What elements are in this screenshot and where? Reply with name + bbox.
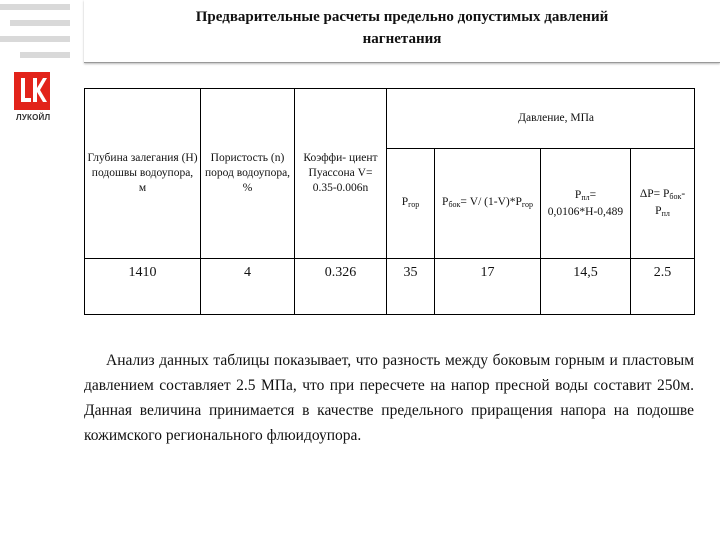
analysis-paragraph: Анализ данных таблицы показывает, что разность между боковым горным и пластовым давлением составляет 2.5 МПа, что при пересчете на напор пресной воды составит 250м. Данная величина принимается в качестве предельного приращения напора на подошве кожимского регионального флюидоупора.	[84, 352, 694, 444]
header-p-bok	[435, 149, 541, 259]
header-delta-p	[631, 149, 695, 259]
cell-p-pl: 14,5	[541, 259, 631, 315]
header-depth: Глубина залегания (Н) подошвы водоупора, м	[85, 89, 201, 259]
deco-bar	[0, 36, 70, 42]
cell-porosity: 4	[201, 259, 295, 315]
cell-delta-p: 2.5	[631, 259, 695, 315]
header-subscript: пл	[661, 208, 670, 218]
header-text: = V/ (1-V)*P	[460, 196, 522, 208]
cell-depth: 1410	[85, 259, 201, 315]
header-text: Р	[442, 196, 449, 208]
logo-wordmark: ЛУКОЙЛ	[16, 113, 51, 122]
deco-bar	[10, 20, 70, 26]
pressure-table	[84, 88, 695, 315]
cell-poisson: 0.326	[295, 259, 387, 315]
header-pressure-group: Давление, МПа	[387, 89, 695, 149]
title-line: Предварительные расчеты предельно допустимых давлений	[195, 9, 609, 25]
table-row	[85, 259, 695, 315]
header-text: = 0,0106*Н-0,489	[547, 188, 624, 218]
table-header-row	[85, 89, 695, 149]
header-p-gor	[387, 149, 435, 259]
header-p-pl	[541, 149, 631, 259]
header-text: - Р	[655, 187, 686, 217]
header-porosity: Пористость (n) пород водоупора, %	[201, 89, 295, 259]
cell-p-bok: 17	[435, 259, 541, 315]
header-subscript: гор	[408, 200, 420, 209]
deco-bar	[0, 4, 70, 10]
header-subscript: пл	[581, 192, 590, 202]
header-subscript: гор	[521, 200, 533, 209]
header-subscript: бок	[669, 191, 682, 201]
header-poisson: Коэффи- циент Пуассона V= 0.35-0.006n	[295, 89, 387, 259]
deco-bar	[20, 52, 70, 58]
title-line: нагнетания	[362, 31, 442, 47]
header-text: Р	[574, 188, 582, 201]
header-text: Р	[401, 196, 409, 208]
lukoil-logo-icon	[14, 72, 50, 110]
page-title	[84, 6, 720, 50]
header-subscript: бок	[448, 200, 461, 209]
cell-p-gor: 35	[387, 259, 435, 315]
header-text: ΔР= Р	[639, 187, 670, 200]
